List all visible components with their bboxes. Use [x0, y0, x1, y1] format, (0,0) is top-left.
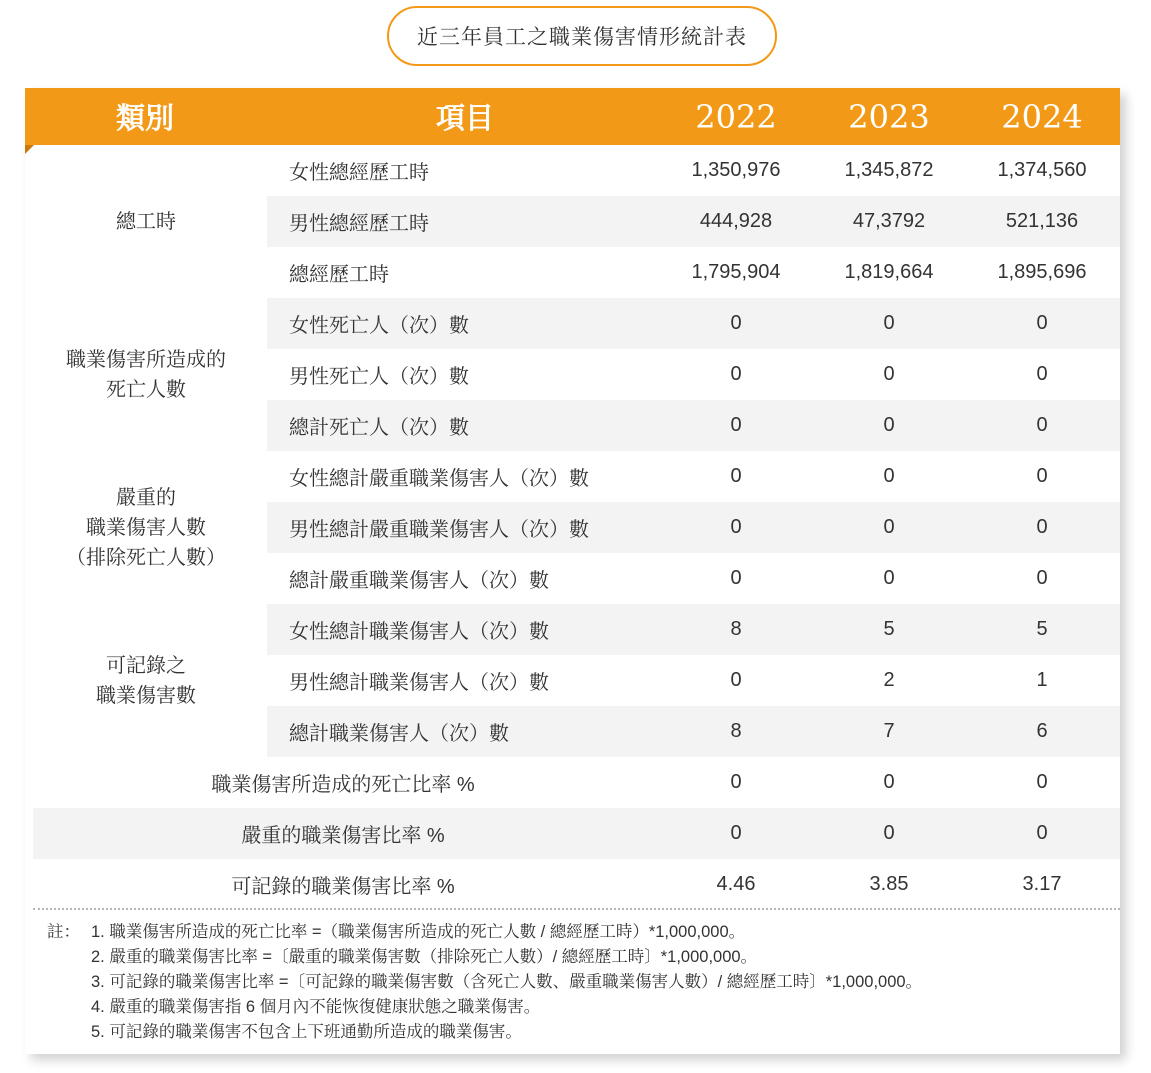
value-2022: 0 — [730, 516, 742, 538]
item-label: 男性總經歷工時 — [289, 213, 429, 235]
value-2024: 1 — [1036, 669, 1048, 691]
category-line: 總工時 — [116, 210, 176, 233]
note-line — [47, 920, 1117, 945]
value-2023: 0 — [883, 465, 895, 487]
value-2023: 0 — [883, 363, 895, 385]
item-label: 女性總經歷工時 — [289, 162, 429, 184]
table-row — [267, 298, 1120, 349]
rate-row — [33, 859, 1120, 910]
note-prefix: 註： — [47, 923, 80, 941]
value-2024: 0 — [1036, 363, 1048, 385]
value-2024: 5 — [1036, 618, 1048, 640]
note-text: 3. 可記錄的職業傷害比率 =〔可記錄的職業傷害數（含死亡人數、嚴重職業傷害人數）/ 總經歷工時〕*1,000,000。 — [91, 973, 923, 991]
value-2022: 0 — [730, 312, 742, 334]
item-label: 總計死亡人（次）數 — [289, 417, 469, 439]
value-2022: 0 — [730, 465, 742, 487]
value-2024: 6 — [1036, 720, 1048, 742]
rate-label: 可記錄的職業傷害比率 % — [231, 876, 455, 898]
value-2022: 1,795,904 — [691, 261, 781, 283]
rate-value-2022: 0 — [730, 771, 742, 793]
value-2023: 1,819,664 — [844, 261, 934, 283]
header-year-2022: 2022 — [695, 97, 777, 136]
rate-value-2023: 3.85 — [869, 873, 909, 895]
item-label: 女性總計職業傷害人（次）數 — [289, 621, 549, 643]
value-2024: 1,374,560 — [997, 159, 1087, 181]
category-cell — [25, 451, 267, 604]
rate-label: 職業傷害所造成的死亡比率 % — [211, 774, 475, 796]
item-label: 男性總計嚴重職業傷害人（次）數 — [289, 519, 589, 541]
value-2024: 0 — [1036, 465, 1048, 487]
value-2022: 8 — [730, 618, 742, 640]
category-line: （排除死亡人數） — [66, 546, 226, 569]
rate-row — [33, 757, 1120, 808]
table-row — [267, 655, 1120, 706]
note-text: 4. 嚴重的職業傷害指 6 個月內不能恢復健康狀態之職業傷害。 — [91, 998, 541, 1016]
item-label: 總計職業傷害人（次）數 — [289, 723, 509, 745]
rate-value-2023: 0 — [883, 822, 895, 844]
value-2024: 0 — [1036, 567, 1048, 589]
table-row — [267, 553, 1120, 604]
table-row — [267, 196, 1120, 247]
rate-value-2024: 3.17 — [1022, 873, 1062, 895]
header-item: 項目 — [435, 103, 494, 135]
value-2023: 0 — [883, 312, 895, 334]
table-header — [25, 88, 1120, 145]
table-row — [267, 451, 1120, 502]
note-line — [47, 1020, 1117, 1045]
table-row — [267, 502, 1120, 553]
value-2023: 0 — [883, 414, 895, 436]
value-2022: 0 — [730, 363, 742, 385]
header-year-2024: 2024 — [1001, 97, 1083, 136]
item-label: 男性死亡人（次）數 — [289, 366, 469, 388]
header-year-2023: 2023 — [848, 97, 930, 136]
rate-value-2022: 0 — [730, 822, 742, 844]
stats-table-card — [25, 88, 1120, 1054]
rate-row — [33, 808, 1120, 859]
table-row — [267, 604, 1120, 655]
table-title: 近三年員工之職業傷害情形統計表 — [387, 6, 777, 66]
header-category: 類別 — [115, 103, 174, 135]
category-cell — [25, 604, 267, 757]
value-2022: 0 — [730, 567, 742, 589]
category-line: 職業傷害人數 — [86, 516, 206, 539]
table-row — [267, 400, 1120, 451]
item-label: 總經歷工時 — [289, 264, 389, 286]
value-2022: 0 — [730, 414, 742, 436]
category-cell — [25, 145, 267, 298]
value-2022: 444,928 — [699, 210, 773, 232]
value-2023: 5 — [883, 618, 895, 640]
item-label: 女性總計嚴重職業傷害人（次）數 — [289, 468, 589, 490]
note-text: 5. 可記錄的職業傷害不包含上下班通勤所造成的職業傷害。 — [91, 1023, 522, 1041]
value-2024: 1,895,696 — [997, 261, 1087, 283]
rate-value-2022: 4.46 — [716, 873, 756, 895]
item-label: 女性死亡人（次）數 — [289, 315, 469, 337]
value-2023: 1,345,872 — [844, 159, 934, 181]
category-line: 職業傷害數 — [96, 684, 196, 707]
value-2024: 0 — [1036, 516, 1048, 538]
value-2023: 0 — [883, 516, 895, 538]
rate-label: 嚴重的職業傷害比率 % — [241, 825, 445, 847]
value-2022: 8 — [730, 720, 742, 742]
value-2024: 0 — [1036, 414, 1048, 436]
value-2024: 521,136 — [1005, 210, 1079, 232]
category-line: 嚴重的 — [116, 486, 176, 509]
table-row — [267, 349, 1120, 400]
note-line — [47, 970, 1117, 995]
category-line: 可記錄之 — [106, 654, 186, 677]
value-2023: 0 — [883, 567, 895, 589]
rate-value-2024: 0 — [1036, 822, 1048, 844]
item-label: 總計嚴重職業傷害人（次）數 — [289, 570, 549, 592]
dotted-divider — [33, 908, 1120, 910]
category-line: 死亡人數 — [106, 378, 186, 401]
table-row — [267, 247, 1120, 298]
note-line — [47, 995, 1117, 1020]
value-2022: 1,350,976 — [691, 159, 781, 181]
footnotes — [47, 920, 1117, 1045]
rate-value-2024: 0 — [1036, 771, 1048, 793]
rate-value-2023: 0 — [883, 771, 895, 793]
note-line — [47, 945, 1117, 970]
value-2024: 0 — [1036, 312, 1048, 334]
value-2023: 7 — [883, 720, 895, 742]
item-label: 男性總計職業傷害人（次）數 — [289, 672, 549, 694]
value-2022: 0 — [730, 669, 742, 691]
category-cell — [25, 298, 267, 451]
note-text: 2. 嚴重的職業傷害比率 =〔嚴重的職業傷害數（排除死亡人數）/ 總經歷工時〕*1,000,000。 — [91, 948, 758, 966]
table-row — [267, 145, 1120, 196]
value-2023: 2 — [883, 669, 895, 691]
table-row — [267, 706, 1120, 757]
category-line: 職業傷害所造成的 — [66, 348, 226, 371]
value-2023: 47,3792 — [852, 210, 926, 232]
note-text: 1. 職業傷害所造成的死亡比率 =（職業傷害所造成的死亡人數 / 總經歷工時）*1,000,000。 — [91, 923, 746, 941]
